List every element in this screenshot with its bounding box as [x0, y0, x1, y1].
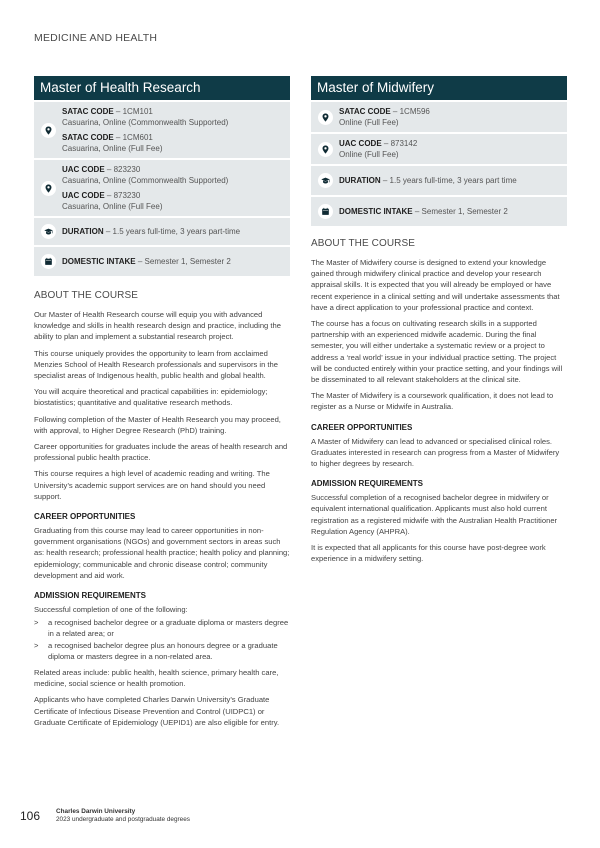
- code-location: Casuarina, Online (Full Fee): [62, 202, 163, 211]
- code-value: 823230: [113, 165, 141, 174]
- admission-paragraph: It is expected that all applicants for this course have post-degree work experience in a midwifery setting.: [311, 543, 546, 564]
- about-heading: ABOUT THE COURSE: [311, 238, 416, 249]
- code-value: 1CM596: [399, 107, 430, 116]
- admission-intro: Successful completion of one of the following:: [34, 605, 188, 615]
- info-row-duration: DURATION – 1.5 years full-time, 3 years part time: [311, 166, 567, 195]
- career-heading: CAREER OPPORTUNITIES: [34, 512, 136, 522]
- code-value: 1CM601: [122, 133, 153, 142]
- page-footer: [20, 808, 190, 824]
- career-paragraph: A Master of Midwifery can lead to advanced or specialised clinical roles. Graduates interested in research can progress from a Master of Midwifery to higher degrees by research.: [311, 436, 560, 469]
- info-row-intake: DOMESTIC INTAKE – Semester 1, Semester 2: [34, 247, 290, 276]
- intake-label: DOMESTIC INTAKE: [62, 257, 136, 266]
- info-row-duration: DURATION – 1.5 years full-time, 3 years part-time: [34, 218, 290, 245]
- calendar-icon: [41, 254, 56, 269]
- admission-list-item: > a recognised bachelor degree or a graduate diploma or masters degree in a related area; or: [34, 618, 289, 639]
- admission-paragraph: Applicants who have completed Charles Darwin University’s Graduate Certificate of Infectious Disease Prevention and Control (UIDPC1) or Graduate Certificate of Epidemiology (UEPID1) are also eligible for entry.: [34, 695, 280, 727]
- about-paragraph: The course has a focus on cultivating research skills in a supported partnership with an experienced midwife academic. During the final semester, you will either undertake a systematic review or a project to address a ‘real world’ issue in your individual practice setting. The project will be conducted entirely within your practice setting, and your findings will be disseminated to all relevant stakeholders at the clinical site.: [311, 319, 563, 385]
- admission-list-item: > a recognised bachelor degree plus an honours degree or a graduate diploma or masters degree in a non-related area.: [34, 640, 278, 661]
- intake-value: Semester 1, Semester 2: [421, 207, 508, 216]
- about-heading: ABOUT THE COURSE: [34, 290, 139, 301]
- duration-value: 1.5 years full-time, 3 years part time: [389, 176, 517, 185]
- graduation-cap-icon: [318, 173, 333, 188]
- code-value: 1CM101: [122, 107, 153, 116]
- info-row-satac: SATAC CODE – 1CM596 Online (Full Fee): [311, 102, 567, 132]
- intake-value: Semester 1, Semester 2: [144, 257, 231, 266]
- info-row-satac: SATAC CODE – 1CM101 Casuarina, Online (Commonwealth Supported) SATAC CODE – 1CM601 Casuarina, Online (Full Fee): [34, 102, 290, 158]
- career-heading: CAREER OPPORTUNITIES: [311, 422, 413, 432]
- duration-value: 1.5 years full-time, 3 years part-time: [112, 227, 241, 236]
- duration-label: DURATION: [62, 227, 104, 236]
- code-location: Casuarina, Online (Commonwealth Supported): [62, 176, 229, 185]
- calendar-icon: [318, 204, 333, 219]
- location-pin-icon: [41, 181, 56, 196]
- about-paragraph: This course uniquely provides the opportunity to learn from acclaimed Menzies School of Health Research professionals and supervisors in the specialist areas of Indigenous health, public health and global health.: [34, 348, 278, 381]
- code-label: UAC CODE: [62, 191, 105, 200]
- code-label: UAC CODE: [339, 139, 382, 148]
- about-paragraph: Career opportunities for graduates include the areas of health research and professional public health practice.: [34, 442, 288, 463]
- course-column-health-research: [34, 76, 290, 733]
- code-location: Casuarina, Online (Commonwealth Supported): [62, 118, 229, 127]
- location-pin-icon: [318, 110, 333, 125]
- admission-heading: ADMISSION REQUIREMENTS: [34, 591, 147, 601]
- code-label: UAC CODE: [62, 165, 105, 174]
- page-number: 106: [20, 809, 41, 823]
- admission-heading: ADMISSION REQUIREMENTS: [311, 479, 424, 489]
- code-value: 873230: [113, 191, 141, 200]
- code-location: Online (Full Fee): [339, 118, 399, 127]
- code-value: 873142: [390, 139, 418, 148]
- code-location: Online (Full Fee): [339, 150, 399, 159]
- code-label: SATAC CODE: [62, 107, 114, 116]
- location-pin-icon: [318, 142, 333, 157]
- section-title: MEDICINE AND HEALTH: [34, 32, 158, 44]
- info-row-intake: DOMESTIC INTAKE – Semester 1, Semester 2: [311, 197, 567, 226]
- info-row-uac: UAC CODE – 873142 Online (Full Fee): [311, 134, 567, 164]
- admission-paragraph: Successful completion of a recognised bachelor degree in midwifery or equivalent international qualification. Applicants must also hold current registration as a registered midwife with the Australian Health Practitioner Regulation Agency (AHPRA).: [311, 493, 558, 536]
- graduation-cap-icon: [41, 224, 56, 239]
- location-pin-icon: [41, 123, 56, 138]
- admission-paragraph: Related areas include: public health, health science, primary health care, medicine, social science or health promotion.: [34, 668, 279, 689]
- course-column-midwifery: [311, 76, 567, 569]
- info-row-uac: UAC CODE – 823230 Casuarina, Online (Commonwealth Supported) UAC CODE – 873230 Casuarina, Online (Full Fee): [34, 160, 290, 216]
- duration-label: DURATION: [339, 176, 381, 185]
- career-paragraph: Graduating from this course may lead to career opportunities in non-government organisations (NGOs) and government sectors in areas such as: health research; professional health practice; health policy and planning; epidemiology; communicable and chronic disease control; community development and aid work.: [34, 526, 290, 580]
- code-label: SATAC CODE: [339, 107, 391, 116]
- intake-label: DOMESTIC INTAKE: [339, 207, 413, 216]
- about-paragraph: The Master of Midwifery course is designed to extend your knowledge gained through midwifery clinical practice and develop your research appraisal skills. It is expected that you will already be employed or have recent experience in a clinical setting and will undertake assessments that have a direct application to your professional practice and context.: [311, 258, 560, 312]
- university-name: Charles Darwin University: [56, 808, 136, 815]
- admission-list: [34, 617, 290, 662]
- course-title: Master of Midwifery: [311, 76, 567, 100]
- about-paragraph: Following completion of the Master of Health Research you may proceed, with approval, to Higher Degree Research (PhD) training.: [34, 414, 281, 435]
- about-paragraph: The Master of Midwifery is a coursework qualification, it does not lead to register as a Nurse or Midwife in Australia.: [311, 391, 554, 412]
- code-location: Casuarina, Online (Full Fee): [62, 144, 163, 153]
- about-paragraph: Our Master of Health Research course will equip you with advanced knowledge and skills in health research design and practice, including the ability to plan and implement a substantial research project.: [34, 310, 281, 342]
- course-title: Master of Health Research: [34, 76, 290, 100]
- about-paragraph: This course requires a high level of academic reading and writing. The University’s academic support services are on hand should you need support.: [34, 469, 270, 501]
- publication-subtitle: 2023 undergraduate and postgraduate degrees: [56, 816, 190, 823]
- code-label: SATAC CODE: [62, 133, 114, 142]
- about-paragraph: You will acquire theoretical and practical capabilities in: epidemiology; biostatistics; quantitative and qualitative research methods.: [34, 387, 268, 408]
